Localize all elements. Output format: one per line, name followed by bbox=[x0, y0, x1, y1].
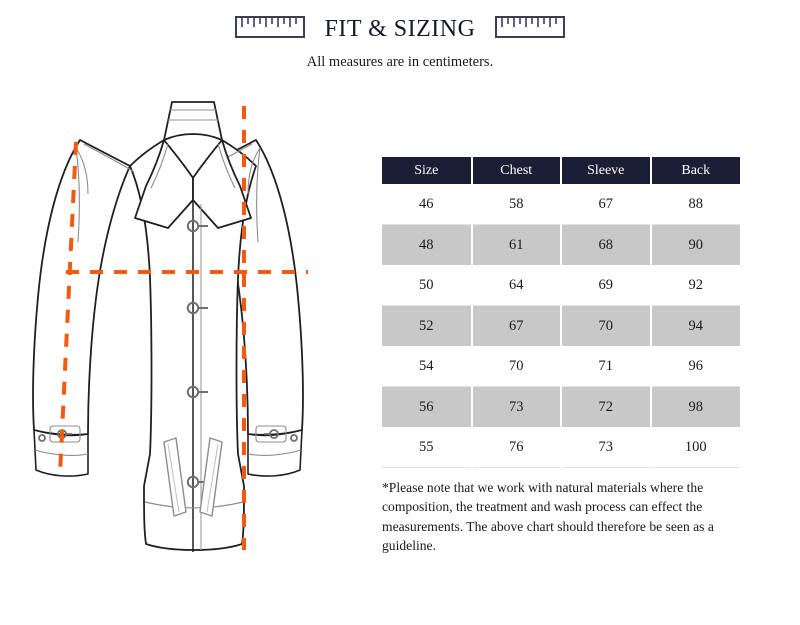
column-header-chest: Chest bbox=[472, 157, 562, 184]
table-row bbox=[382, 346, 740, 387]
cell-chest: 64 bbox=[472, 265, 562, 306]
size-chart bbox=[382, 157, 740, 468]
cell-size: 54 bbox=[382, 346, 472, 387]
table-row bbox=[382, 427, 740, 468]
cell-sleeve: 67 bbox=[561, 184, 651, 225]
cell-chest: 73 bbox=[472, 387, 562, 428]
jacket-technical-drawing bbox=[18, 82, 370, 572]
cell-chest: 67 bbox=[472, 306, 562, 347]
table-row bbox=[382, 225, 740, 266]
cell-back: 90 bbox=[651, 225, 741, 266]
cell-back: 88 bbox=[651, 184, 741, 225]
ruler-icon bbox=[235, 16, 305, 43]
cell-sleeve: 70 bbox=[561, 306, 651, 347]
table-row bbox=[382, 265, 740, 306]
page-subtitle: All measures are in centimeters. bbox=[306, 54, 494, 70]
column-header-size: Size bbox=[382, 157, 472, 184]
title-row bbox=[0, 12, 800, 46]
cell-sleeve: 69 bbox=[561, 265, 651, 306]
column-header-sleeve: Sleeve bbox=[561, 157, 651, 184]
cell-size: 46 bbox=[382, 184, 472, 225]
ruler-icon bbox=[495, 16, 565, 43]
cell-back: 92 bbox=[651, 265, 741, 306]
cell-chest: 76 bbox=[472, 427, 562, 468]
page-header bbox=[0, 12, 800, 71]
cell-size: 52 bbox=[382, 306, 472, 347]
cell-sleeve: 73 bbox=[561, 427, 651, 468]
cell-sleeve: 71 bbox=[561, 346, 651, 387]
cell-sleeve: 72 bbox=[561, 387, 651, 428]
footnote-disclaimer: *Please note that we work with natural materials where the composition, the treatment and wash process can effect the measurements. The above chart should therefore be seen as a guideline. bbox=[382, 480, 714, 553]
cell-back: 96 bbox=[651, 346, 741, 387]
cell-back: 100 bbox=[651, 427, 741, 468]
cell-chest: 61 bbox=[472, 225, 562, 266]
table-header-row bbox=[382, 157, 740, 184]
cell-chest: 58 bbox=[472, 184, 562, 225]
cell-back: 94 bbox=[651, 306, 741, 347]
table-row bbox=[382, 387, 740, 428]
cell-sleeve: 68 bbox=[561, 225, 651, 266]
table-row bbox=[382, 184, 740, 225]
cell-size: 55 bbox=[382, 427, 472, 468]
cell-chest: 70 bbox=[472, 346, 562, 387]
cell-back: 98 bbox=[651, 387, 741, 428]
cell-size: 56 bbox=[382, 387, 472, 428]
size-table bbox=[382, 157, 740, 468]
cell-size: 48 bbox=[382, 225, 472, 266]
page-title: FIT & SIZING bbox=[324, 15, 476, 42]
table-row bbox=[382, 306, 740, 347]
column-header-back: Back bbox=[651, 157, 741, 184]
cell-size: 50 bbox=[382, 265, 472, 306]
